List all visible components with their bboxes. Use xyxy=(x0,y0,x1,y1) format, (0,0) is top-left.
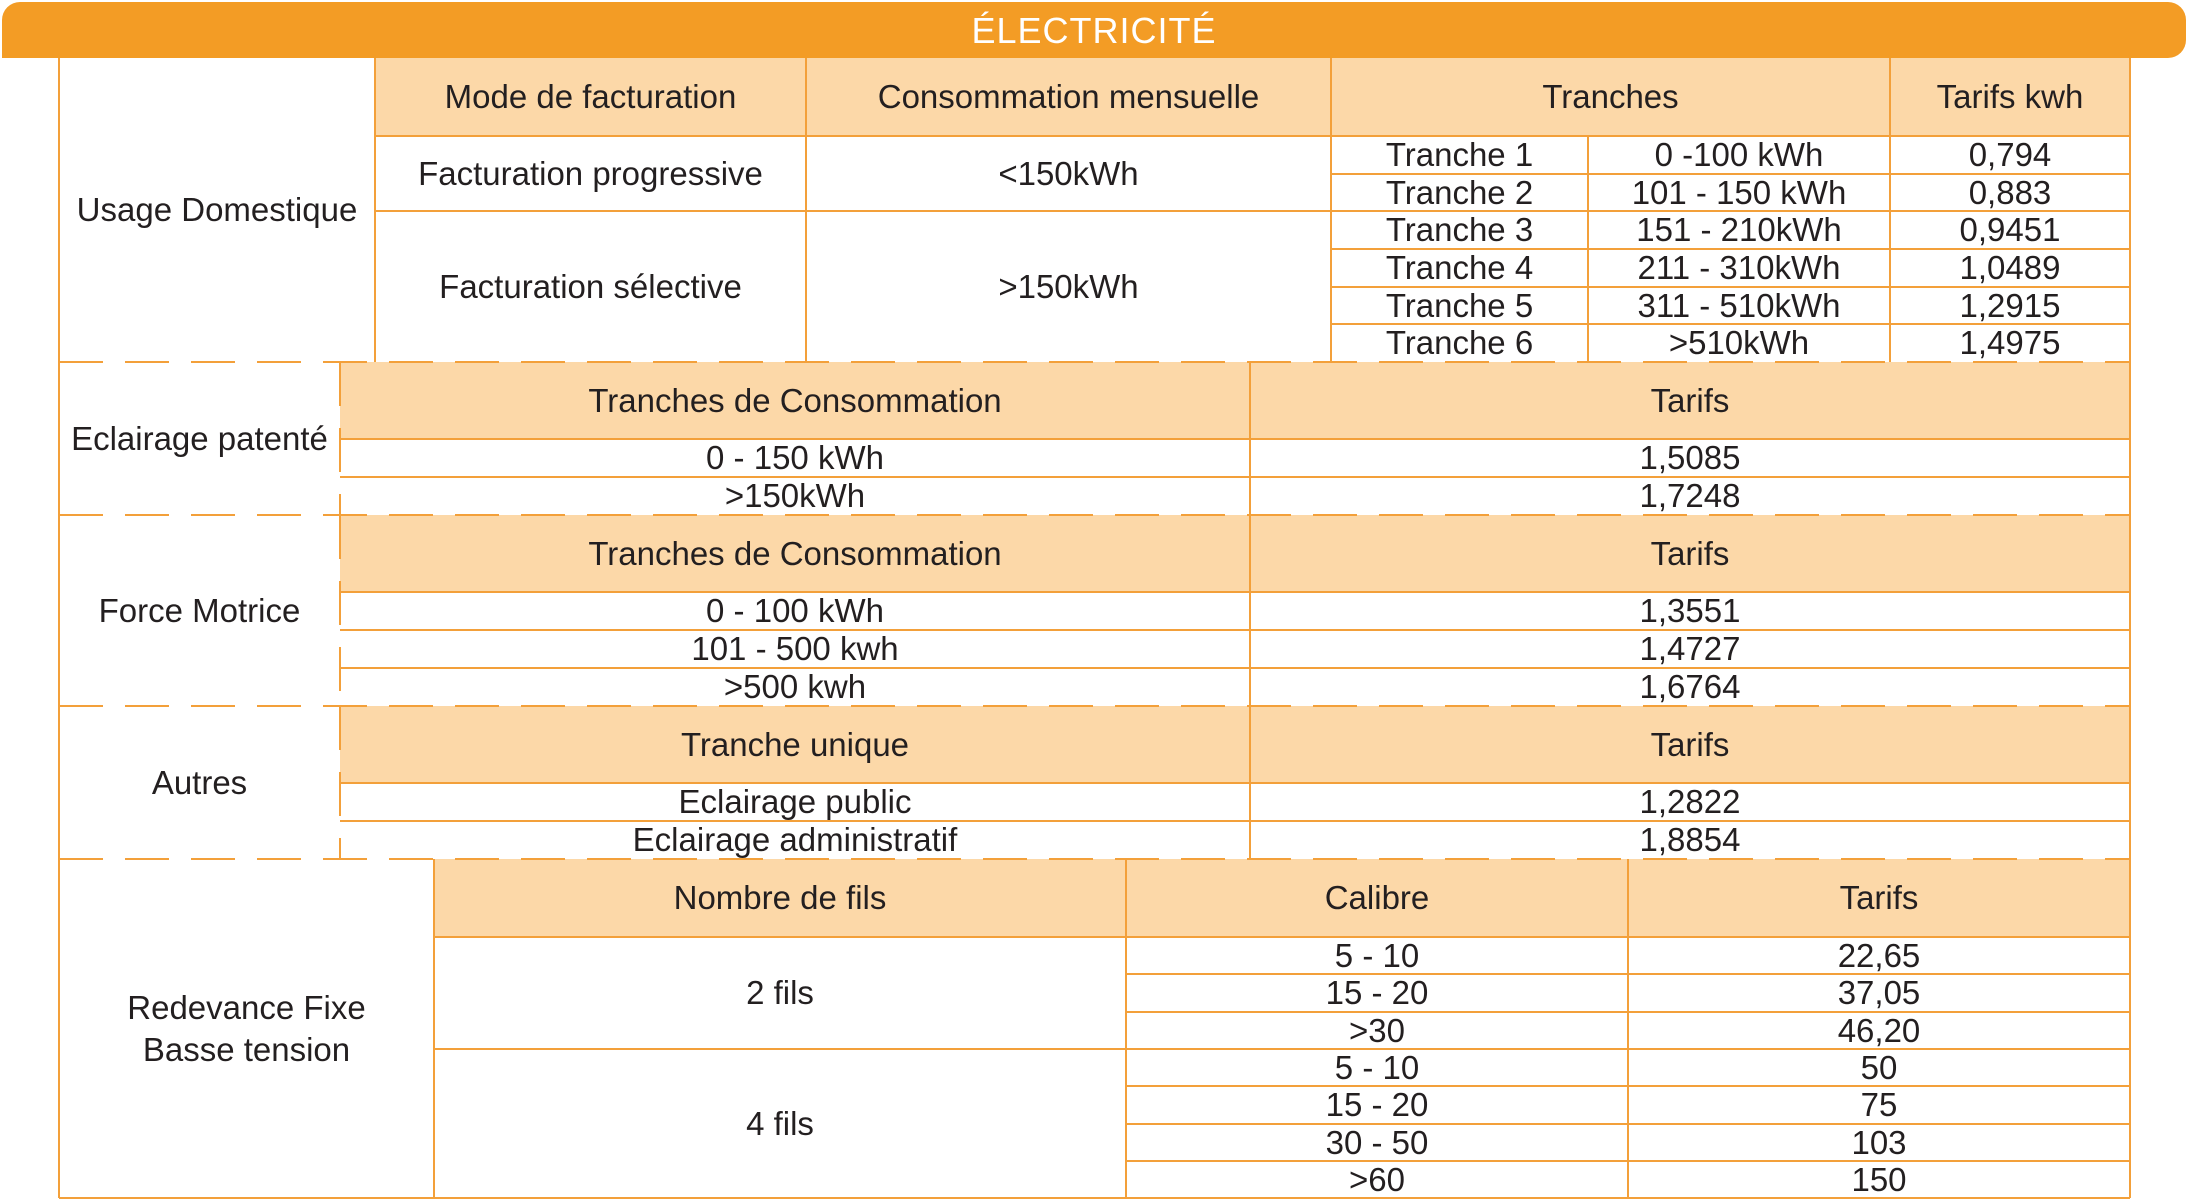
calibre-cell: 5 - 10 xyxy=(1334,1048,1420,1086)
nombre-de-fils-cell: 2 fils xyxy=(746,974,814,1012)
header-nombre-de-fils: Nombre de fils xyxy=(673,879,887,917)
tranche-cell: Tranche 5 xyxy=(1385,286,1534,324)
range-cell: Eclairage public xyxy=(678,783,912,821)
tarif-cell: 22,65 xyxy=(1837,936,1921,974)
force-motrice-label: Force Motrice xyxy=(98,591,301,629)
calibre-cell: 15 - 20 xyxy=(1325,974,1429,1012)
range-cell: >500 kwh xyxy=(723,668,867,706)
tarif-cell: 1,4975 xyxy=(1959,324,2061,362)
consommation-cell: >150kWh xyxy=(998,267,1139,305)
eclairage-patente-label: Eclairage patenté xyxy=(71,419,328,457)
consommation-cell: <150kWh xyxy=(998,154,1139,192)
eclairage-patente-header-tarifs: Tarifs xyxy=(1650,381,1730,419)
autres-label: Autres xyxy=(151,763,248,801)
tarif-cell: 1,0489 xyxy=(1959,249,2061,287)
tarif-cell: 1,6764 xyxy=(1639,668,1741,706)
range-cell: 101 - 150 kWh xyxy=(1631,173,1847,211)
calibre-cell: >30 xyxy=(1349,1011,1405,1049)
mode-cell: Facturation progressive xyxy=(418,154,763,192)
usage-domestique-label: Usage Domestique xyxy=(76,191,358,229)
tranche-cell: Tranche 6 xyxy=(1385,324,1534,362)
tarif-cell: 46,20 xyxy=(1837,1011,1921,1049)
page-title: ÉLECTRICITÉ xyxy=(971,10,1217,51)
redevance-label: Redevance Fixe Basse tension xyxy=(127,989,366,1068)
tarif-cell: 103 xyxy=(1851,1123,1907,1161)
header-tranches: Tranches xyxy=(1542,78,1679,116)
tarif-cell: 1,2915 xyxy=(1959,286,2061,324)
force-motrice-header-tarifs: Tarifs xyxy=(1650,534,1730,572)
calibre-cell: 5 - 10 xyxy=(1334,936,1420,974)
range-cell: 151 - 210kWh xyxy=(1636,211,1842,249)
calibre-cell: 15 - 20 xyxy=(1325,1086,1429,1124)
tarif-cell: 1,4727 xyxy=(1639,630,1741,668)
tarif-cell: 150 xyxy=(1851,1160,1907,1198)
eclairage-patente-header-tranches: Tranches de Consommation xyxy=(588,381,1002,419)
range-cell: >150kWh xyxy=(724,477,866,515)
calibre-cell: 30 - 50 xyxy=(1325,1123,1429,1161)
header-mode-facturation: Mode de facturation xyxy=(444,78,737,116)
range-cell: 101 - 500 kwh xyxy=(691,630,899,668)
calibre-cell: >60 xyxy=(1349,1160,1405,1198)
tarif-cell: 1,8854 xyxy=(1639,821,1741,859)
tarif-cell: 1,7248 xyxy=(1639,477,1741,515)
header-calibre: Calibre xyxy=(1324,879,1430,917)
tarif-cell: 1,5085 xyxy=(1639,439,1741,477)
header-tarifs: Tarifs xyxy=(1839,879,1919,917)
range-cell: 0 - 100 kWh xyxy=(706,592,884,630)
header-consommation-mensuelle: Consommation mensuelle xyxy=(877,78,1260,116)
nombre-de-fils-cell: 4 fils xyxy=(746,1104,814,1142)
tarif-cell: 0,794 xyxy=(1968,136,2052,174)
tarif-cell: 0,9451 xyxy=(1959,211,2061,249)
tranche-cell: Tranche 4 xyxy=(1385,249,1534,287)
range-cell: 211 - 310kWh xyxy=(1637,249,1841,287)
mode-cell: Facturation sélective xyxy=(439,267,742,305)
header-tarifs-kwh: Tarifs kwh xyxy=(1936,78,2084,116)
tarif-cell: 75 xyxy=(1860,1086,1898,1124)
autres-header-tranches: Tranche unique xyxy=(680,725,910,763)
tranche-cell: Tranche 3 xyxy=(1385,211,1534,249)
range-cell: 0 -100 kWh xyxy=(1654,136,1824,174)
range-cell: >510kWh xyxy=(1668,324,1810,362)
range-cell: Eclairage administratif xyxy=(632,821,958,859)
range-cell: 0 - 150 kWh xyxy=(706,439,884,477)
tarif-cell: 1,2822 xyxy=(1639,783,1741,821)
tarif-cell: 0,883 xyxy=(1968,173,2052,211)
tarif-cell: 37,05 xyxy=(1837,974,1921,1012)
tranche-cell: Tranche 1 xyxy=(1385,136,1534,174)
range-cell: 311 - 510kWh xyxy=(1637,286,1841,324)
tarif-cell: 50 xyxy=(1860,1048,1898,1086)
tarif-cell: 1,3551 xyxy=(1639,592,1741,630)
autres-header-tarifs: Tarifs xyxy=(1650,725,1730,763)
tranche-cell: Tranche 2 xyxy=(1385,173,1534,211)
force-motrice-header-tranches: Tranches de Consommation xyxy=(588,534,1002,572)
